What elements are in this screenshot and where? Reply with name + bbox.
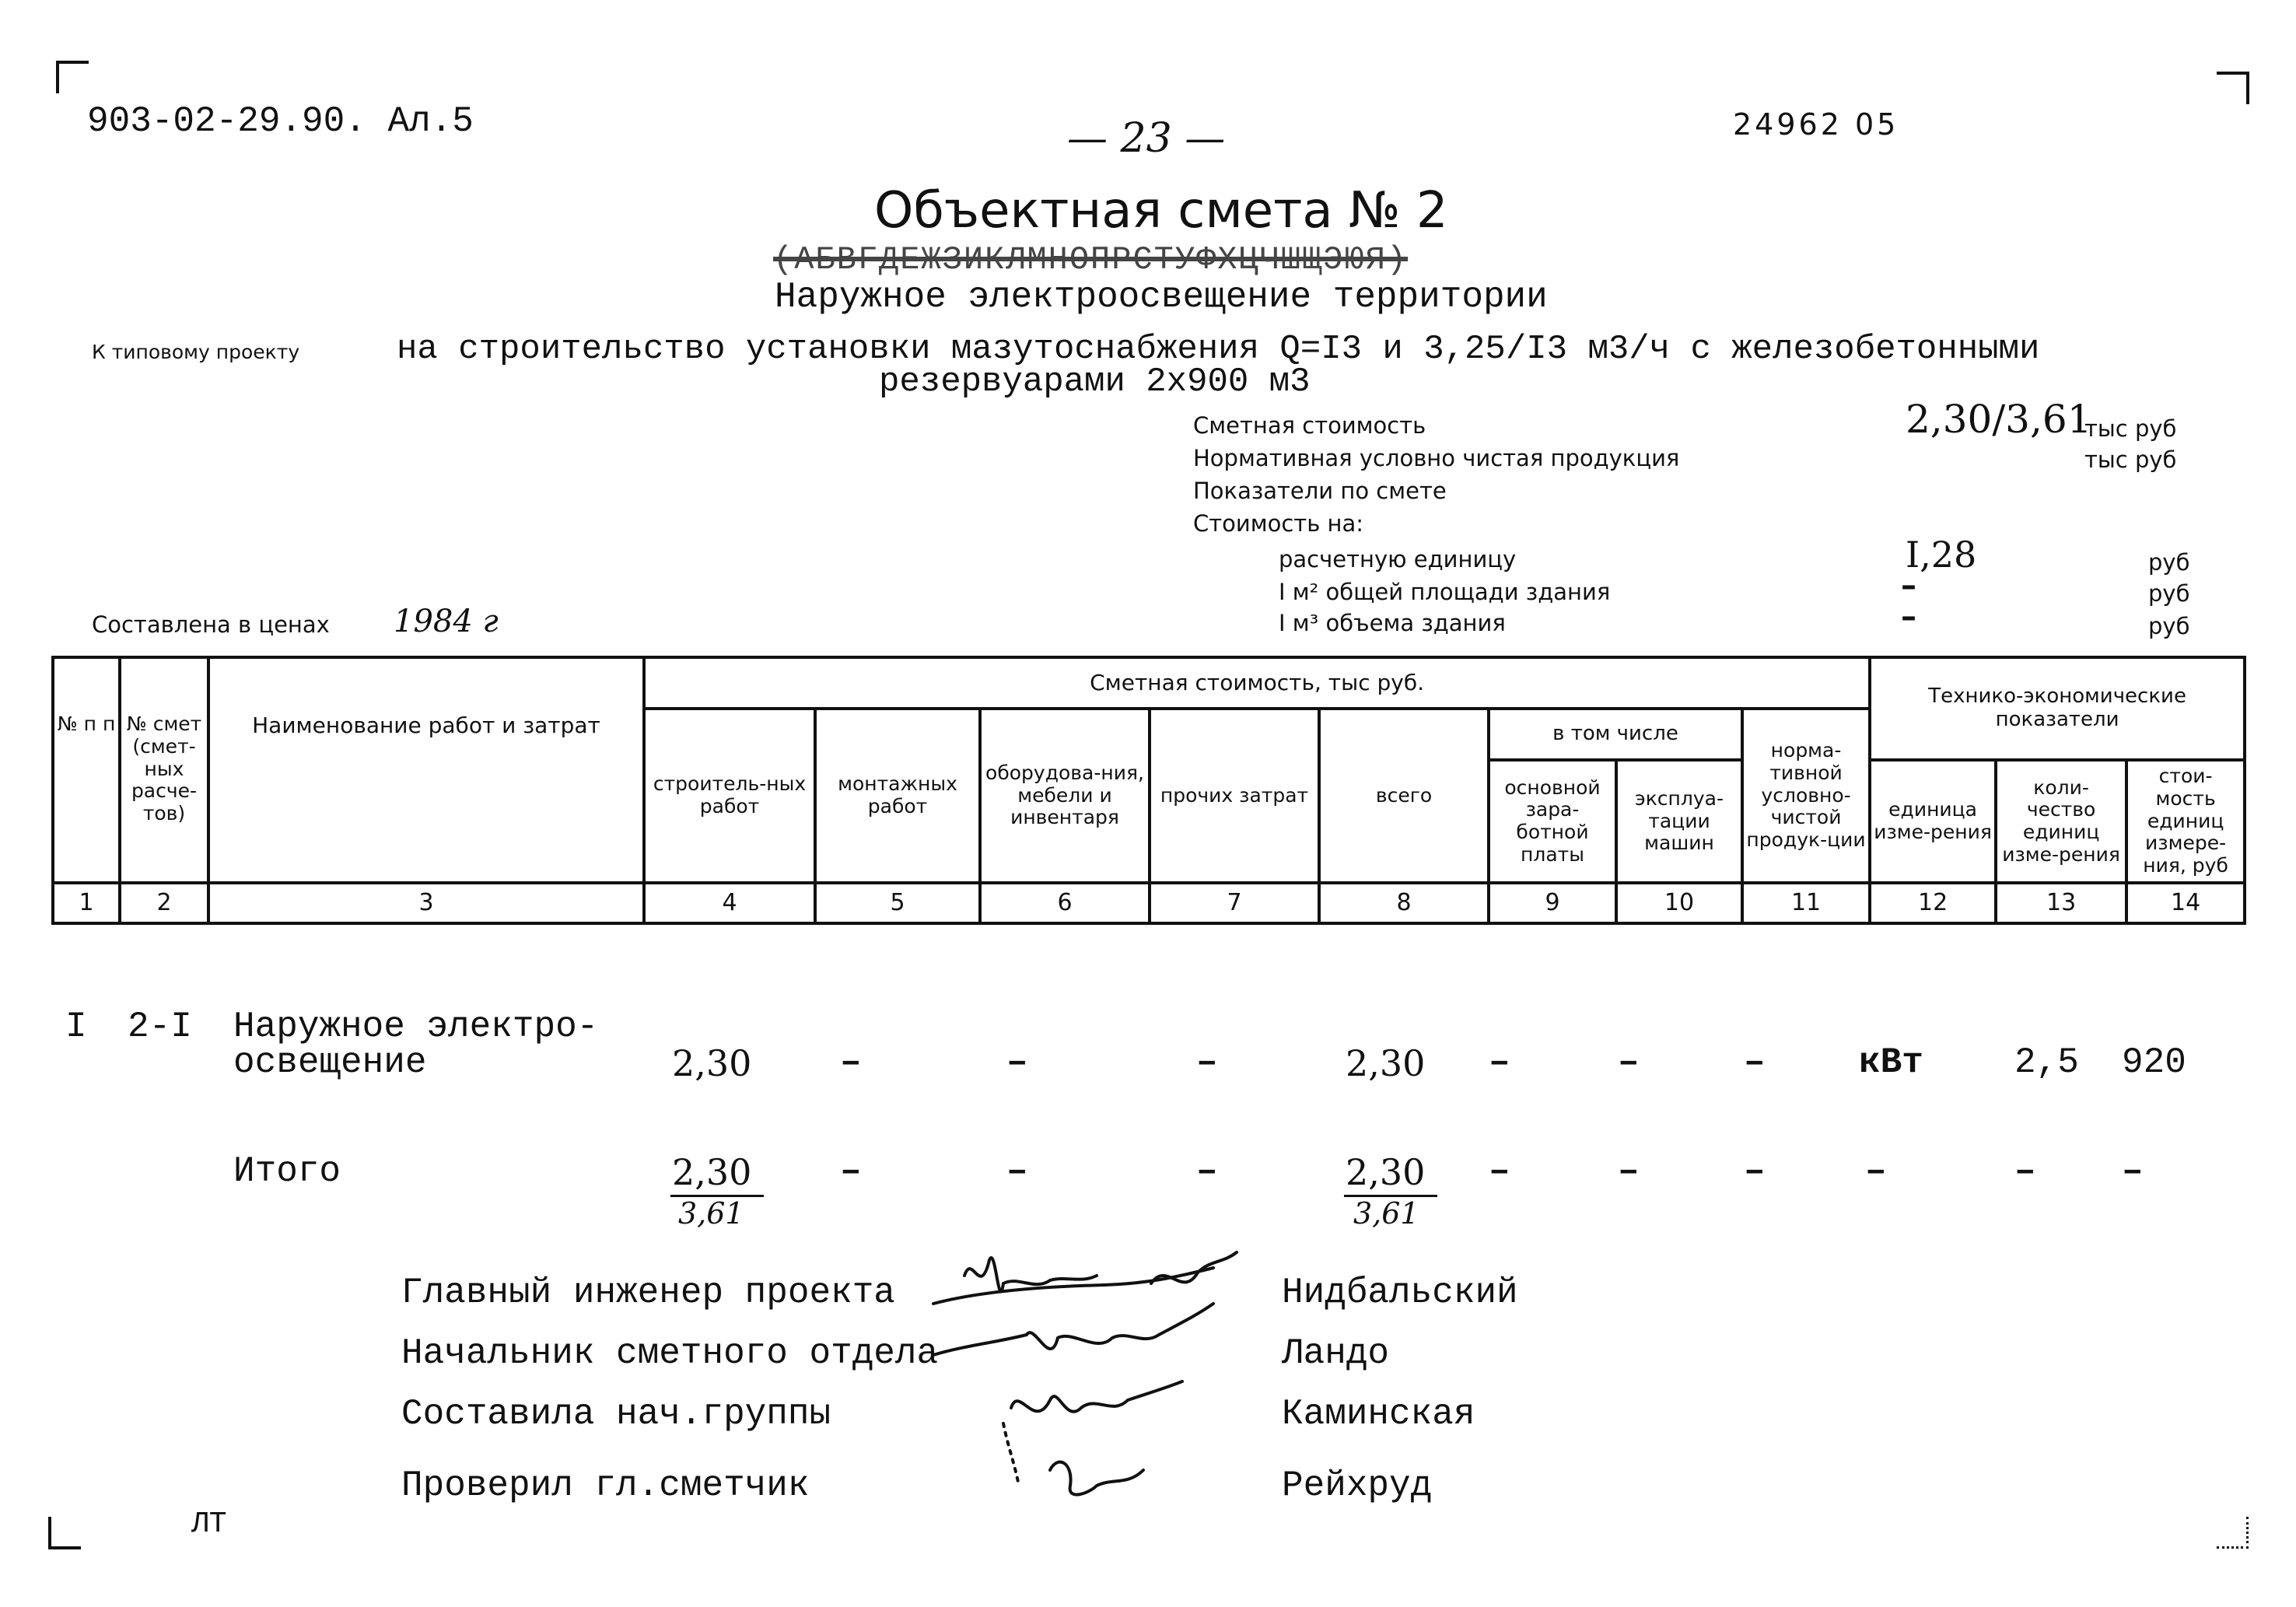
cost-unit: тыс руб <box>2084 415 2177 442</box>
column-number: 8 <box>1319 883 1489 923</box>
header-wages: основной зара-ботной платы <box>1489 760 1616 883</box>
signature-stroke <box>1050 1462 1143 1495</box>
totals-construction-current: 3,61 <box>678 1196 744 1231</box>
column-number: 4 <box>644 883 815 923</box>
inventory-number: 24962 05 <box>1733 107 1899 142</box>
column-number: 11 <box>1742 883 1870 923</box>
totals-other: – <box>1196 1151 1218 1192</box>
row-unit-cost: 920 <box>2122 1042 2186 1083</box>
column-number: 10 <box>1616 883 1742 923</box>
header-net-production: норма-тивной условно-чистой продук-ции <box>1742 709 1870 883</box>
signature-stroke <box>933 1304 1213 1355</box>
prices-label: Составлена в ценах <box>92 611 330 638</box>
row-name-line-1: Наружное электро- <box>233 1007 599 1047</box>
corner-mark-bottom-right <box>2217 1517 2249 1549</box>
column-number: 2 <box>120 883 208 923</box>
volume-label: I м³ объема здания <box>1279 610 1506 636</box>
estimate-subtitle: Наружное электроосвещение территории <box>775 277 1548 317</box>
header-other: прочих затрат <box>1150 709 1319 883</box>
corner-mark-top-left <box>56 61 89 93</box>
row-machines: – <box>1618 1042 1640 1083</box>
header-equipment: оборудова-ния, мебели и инвентаря <box>980 709 1150 883</box>
row-equipment: – <box>1006 1042 1028 1083</box>
signature-role: Проверил гл.сметчик <box>401 1465 810 1506</box>
column-number: 14 <box>2126 883 2245 923</box>
corner-mark-top-right <box>2217 72 2249 104</box>
page-number: — 23 — <box>1067 115 1226 162</box>
row-name-line-2: освещение <box>233 1042 427 1083</box>
column-number: 7 <box>1150 883 1319 923</box>
unit-label: расчетную единицу <box>1279 546 1517 572</box>
indicators-label: Показатели по смете <box>1193 478 1447 504</box>
header-name: Наименование работ и затрат <box>208 657 644 883</box>
header-no: № п п <box>53 657 120 883</box>
estimate-table <box>51 656 2246 925</box>
totals-total-current: 3,61 <box>1353 1196 1419 1231</box>
area-label: I м² общей площади здания <box>1279 579 1611 605</box>
row-no: I <box>65 1007 87 1047</box>
cost-per-label: Стоимость на: <box>1193 510 1364 537</box>
unit-unit: руб <box>2148 549 2190 576</box>
volume-value: – <box>1901 599 1916 635</box>
totals-equipment: – <box>1006 1151 1028 1192</box>
header-quantity: коли-чество единиц изме-рения <box>1996 760 2126 883</box>
row-wages: – <box>1489 1042 1510 1083</box>
unit-value: I,28 <box>1906 534 1977 576</box>
header-total: всего <box>1319 709 1489 883</box>
header-unit-cost: стои-мость единиц измере-ния, руб <box>2126 760 2245 883</box>
header-assembly: монтажных работ <box>815 709 980 883</box>
totals-label: Итого <box>233 1151 341 1192</box>
totals-total: 2,30 <box>1346 1151 1426 1193</box>
row-estimate-no: 2-I <box>128 1007 192 1047</box>
handwritten-signatures <box>918 1229 1283 1532</box>
totals-quantity: – <box>2014 1151 2036 1192</box>
area-unit: руб <box>2148 580 2190 607</box>
column-number: 12 <box>1870 883 1996 923</box>
signature-name: Ландо <box>1282 1333 1390 1374</box>
signature-name: Каминская <box>1282 1394 1475 1434</box>
header-estimate-no: № смет (смет-ных расче-тов) <box>120 657 208 883</box>
row-total: 2,30 <box>1346 1042 1426 1084</box>
signature-name: Рейхруд <box>1282 1465 1433 1506</box>
header-cost-group: Сметная стоимость, тыс руб. <box>644 657 1870 709</box>
area-value: – <box>1901 568 1916 604</box>
signature-name: Нидбальский <box>1282 1273 1518 1313</box>
column-number: 1 <box>53 883 120 923</box>
header-unit: единица изме-рения <box>1870 760 1996 883</box>
signature-role: Составила нач.группы <box>401 1394 831 1434</box>
row-quantity: 2,5 <box>2014 1042 2079 1083</box>
totals-wages: – <box>1489 1151 1510 1192</box>
row-assembly: – <box>840 1042 862 1083</box>
header-machines: эксплуа-тации машин <box>1616 760 1742 883</box>
header-construction: строитель-ных работ <box>644 709 815 883</box>
project-line-1: на строительство установки мазутоснабжения Q=I3 и 3,25/I3 м3/ч с железобетонными <box>397 330 2040 369</box>
volume-unit: руб <box>2148 613 2190 639</box>
project-line-2: резервуарами 2х900 м3 <box>879 362 1311 401</box>
totals-net: – <box>1744 1151 1766 1192</box>
doc-code: 903-02-29.90. Ал.5 <box>87 101 474 142</box>
column-number: 13 <box>1996 883 2126 923</box>
row-unit: кВт <box>1859 1042 1923 1083</box>
norm-label: Нормативная условно чистая продукция <box>1193 445 1680 471</box>
row-construction: 2,30 <box>672 1042 752 1084</box>
header-tech-group: Технико-экономические показатели <box>1870 657 2245 760</box>
column-number: 3 <box>208 883 644 923</box>
cost-value: 2,30/3,61 <box>1906 397 2092 442</box>
totals-construction: 2,30 <box>672 1151 752 1193</box>
column-number: 5 <box>815 883 980 923</box>
norm-unit: тыс руб <box>2084 446 2177 473</box>
page-title: Объектная смета № 2 <box>874 182 1448 240</box>
row-other: – <box>1196 1042 1218 1083</box>
totals-unit: – <box>1865 1151 1887 1192</box>
project-prefix: К типовому проекту <box>92 341 300 363</box>
corner-mark-bottom-left <box>48 1517 81 1549</box>
totals-assembly: – <box>840 1151 862 1192</box>
prices-year: 1984 г <box>394 604 499 639</box>
struck-out-line: (АБВГДЕЖЗИКЛМНОПРСТУФХЦЧШЩЭЮЯ) <box>773 241 1409 278</box>
signature-role: Начальник сметного отдела <box>401 1333 939 1374</box>
footer-marker: ЛТ <box>191 1507 227 1541</box>
cost-label: Сметная стоимость <box>1193 412 1426 439</box>
totals-unit-cost: – <box>2122 1151 2144 1192</box>
column-number: 6 <box>980 883 1150 923</box>
header-including: в том числе <box>1489 709 1742 760</box>
signature-role: Главный инженер проекта <box>401 1273 895 1313</box>
signature-stroke <box>1011 1381 1182 1412</box>
column-number: 9 <box>1489 883 1616 923</box>
row-net: – <box>1744 1042 1766 1083</box>
signature-stroke <box>1003 1423 1019 1486</box>
totals-machines: – <box>1618 1151 1640 1192</box>
